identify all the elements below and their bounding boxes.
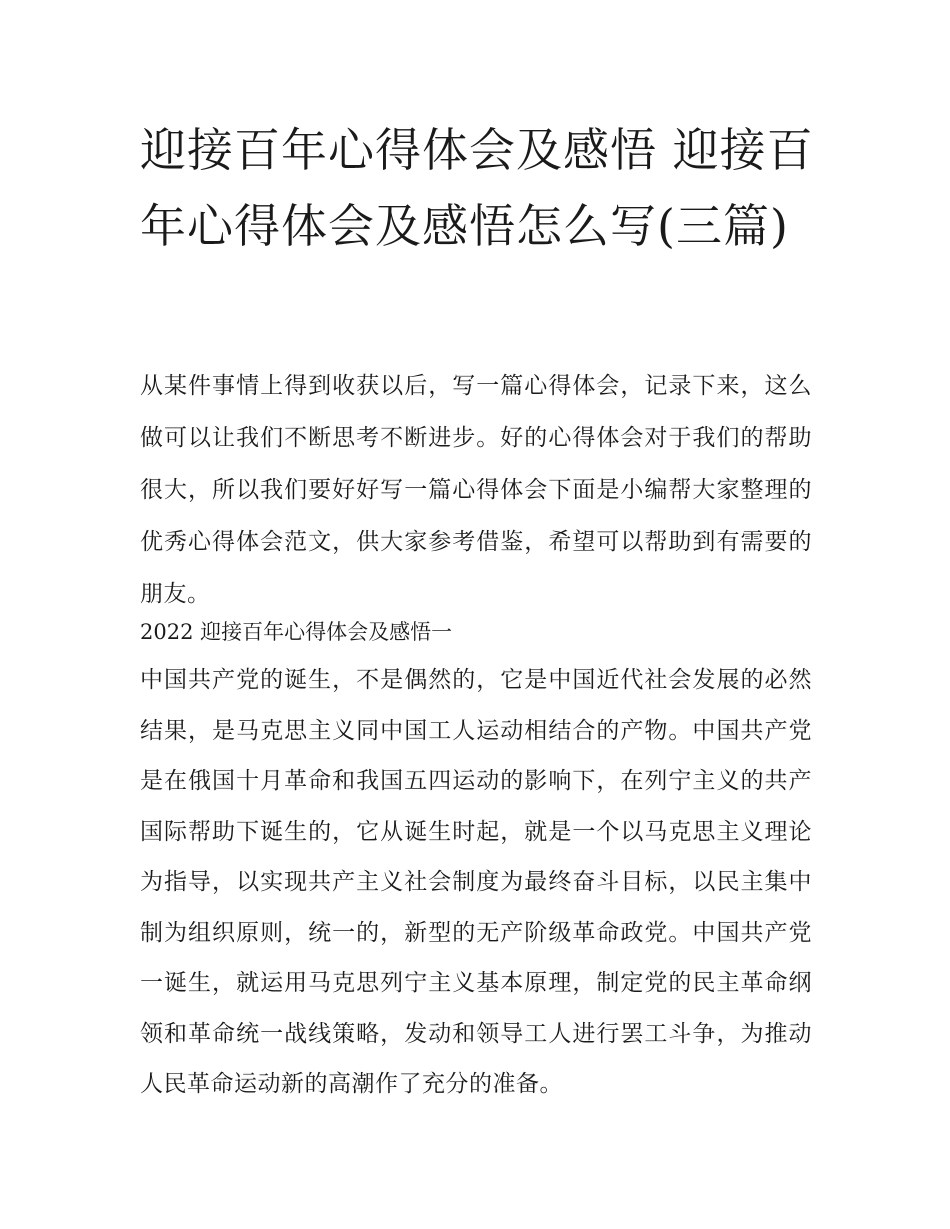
section-heading: 2022 迎接百年心得体会及感悟一 [140,620,453,644]
body-paragraph: 中国共产党的诞生，不是偶然的，它是中国近代社会发展的必然结果，是马克思主义同中国工人运动相结合的产物。中国共产党是在俄国十月革命和我国五四运动的影响下，在列宁主义的共产国际帮助下诞生的，它从诞生时起，就是一个以马克思主义理论为指导，以实现共产主义社会制度为最终奋斗目标，以民主集中制为组织原则，统一的，新型的无产阶级革命政党。中国共产党一诞生，就运用马克思列宁主义基本原理，制定党的民主革命纲领和革命统一战线策略，发动和领导工人进行罢工斗争，为推动人民革命运动新的高潮作了充分的准备。 [140,667,812,1097]
document-title: 迎接百年心得体会及感悟 迎接百年心得体会及感悟怎么写(三篇) [140,123,814,253]
intro-paragraph: 从某件事情上得到收获以后，写一篇心得体会，记录下来，这么做可以让我们不断思考不断进步。好的心得体会对于我们的帮助很大，所以我们要好好写一篇心得体会下面是小编帮大家整理的优秀心得体会范文，供大家参考借鉴，希望可以帮助到有需要的朋友。 [140,373,812,607]
